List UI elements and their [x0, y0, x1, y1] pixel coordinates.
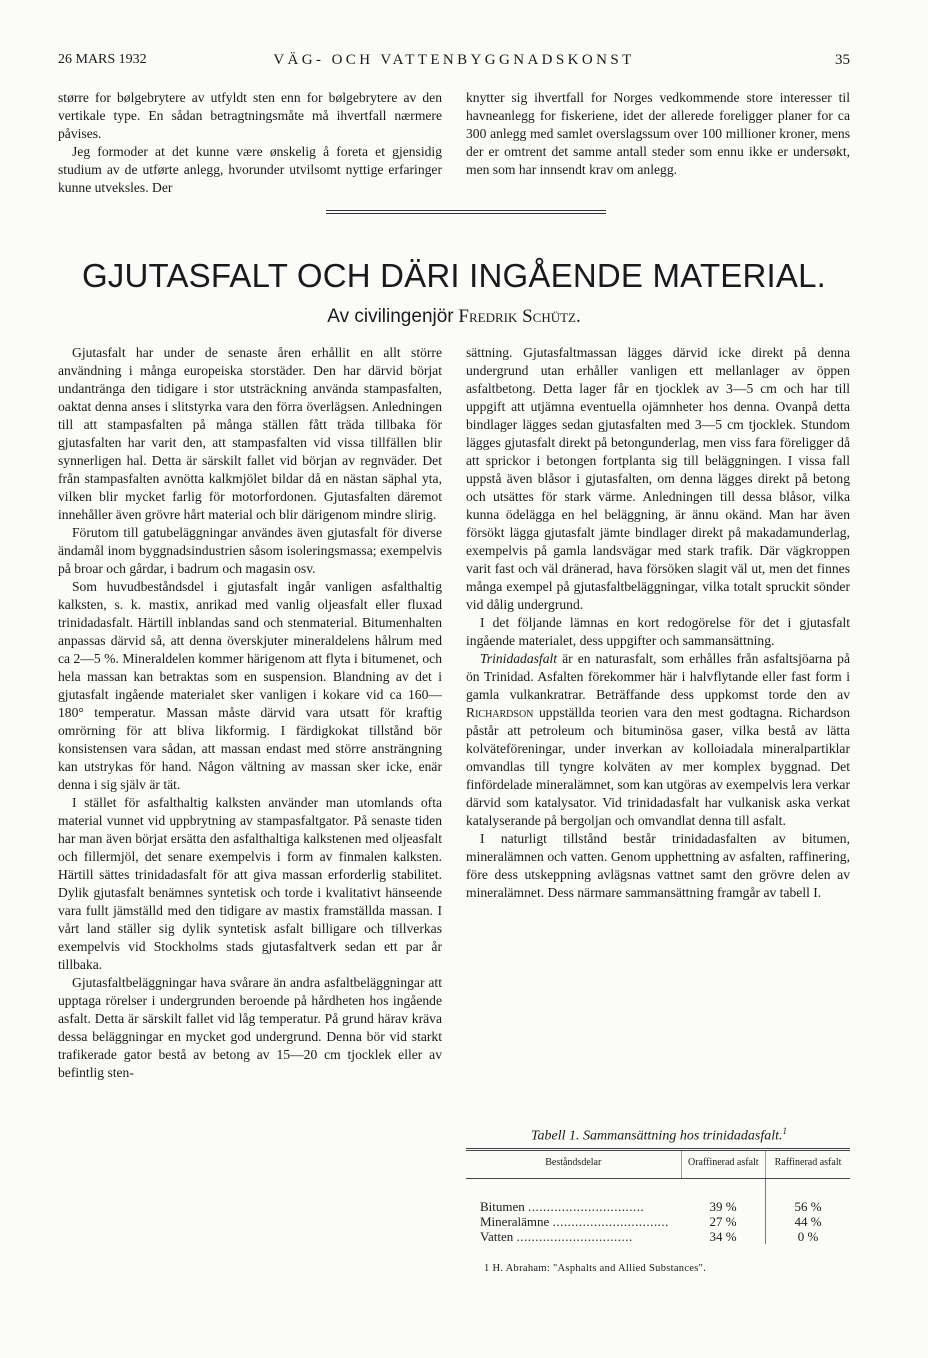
table-cell: 39 % — [709, 1199, 737, 1214]
paragraph: I stället för asfalthaltig kalksten använder man utomlands ofta material vunnet vid uppbrytning av stampasfaltgator. På senaste tiden har man även börjat ersätta den asfalthaltiga kalkstenen med oljeasfalt och fillermjöl, det senare exempelvis i form av finmalen kalksten. Härtill sättes trinidadasfalt för att giva massan erforderlig stabilitet. Dylik gjutasfalt benämnes syntetisk och torde i kvalitativt hänseende vara fullt jämställd med den tidigare av mastix framställda massan. I vårt land ställer sig dylik syntetisk asfalt billigare och tillverkas exempelvis vid Stockholms stads gjutasfaltverk sedan ett par år tillbaka. — [58, 795, 442, 972]
table-cell: 27 % — [709, 1214, 737, 1229]
table-row — [466, 1229, 850, 1244]
table-cell: Vatten ............................... — [480, 1229, 633, 1244]
table-cell: Mineralämne ............................... — [480, 1214, 669, 1229]
paragraph: større for bølgebrytere av utfyldt sten enn for bølgebrytere av den vertikale type. En sådan betragtningsmåte må ihvertfall nærmere påvises. — [58, 90, 442, 141]
double-rule-top — [326, 210, 606, 211]
header-date: 26 MARS 1932 — [58, 52, 147, 67]
term-trinidadasfalt: Trinidadasfalt — [480, 651, 558, 666]
composition-table — [466, 1148, 850, 1244]
table-cell: 56 % — [766, 1179, 850, 1215]
paragraph: knytter sig ihvertfall for Norges vedkommende store interesser til havneanlegg for fiskeriene, idet der allerede foreligger planer for ca 300 anlegg med samlet overslagssum over 100 millioner kroner, mens der er omtrent det samme antall steder som ennu ikke er undersøkt, men som har innsendt krav om anlegg. — [466, 90, 850, 177]
prev-article-left-column — [58, 89, 442, 197]
table-header-row — [466, 1150, 850, 1179]
prev-article-right-column — [466, 89, 850, 179]
footnote-mark: 1 — [484, 1263, 490, 1274]
paragraph: Gjutasfalt har under de senaste åren erhållit en allt större användning i många europeiska storstäder. Den har därvid börjat undantränga den tidigare i stor utsträckning använda stampasfalten, oaktat denna anses i slitstyrka vara den förra överlägsen. Anledningen till att stampasfalten på många ställen fått träda tillbaka för gjutasfalten har varit den, att stampasfalten vid vissa tillfällen blir synnerligen hal. Detta är särskilt fallet vid början av regnväder. Det från stampasfalten avnötta kalkmjölet bildar då en nästan säphal yta, vilken blir mycket farlig för motorfordonen. Gjutasfalten däremot innehåller även grövre hårt material och blir därigenom mindre slirig. — [58, 345, 442, 522]
running-header — [58, 52, 850, 74]
footnote-text: H. Abraham: "Asphalts and Allied Substances". — [492, 1263, 707, 1274]
table-row — [466, 1214, 850, 1229]
data-table — [466, 1148, 850, 1244]
paragraph: sättning. Gjutasfaltmassan lägges därvid icke direkt på denna undergrund utan erhåller vanligen ett mellanlager av öppen asfaltbetong. Detta lager får en tjocklek av 3—5 cm och har till uppgift att utjämna eventuella ojämnheter hos denna. Ovanpå detta bindlager lägges sedan gjutasfalten med 3—5 cm tjocklek. Stundom lägges gjutasfalt direkt på betongunderlag, men viss fara föreligger då att sprickor i betongen fortplanta sig till beläggningen. I vissa fall uppstå även blåsor i gjutasfalten, om denna lägges direkt på betong och utsättes för stark värme. Anledningen till dessa blåsor, vilka kunna ödelägga en hel beläggning, är ännu okänd. Man har även försökt lägga gjutasfalt jämte bindlager direkt på makadamunderlag, exempelvis på gamla landsvägar med stark trafik. Där vägkroppen varit fast och väl dränerad, hava försöken slagit väl ut, men det finnes många exempel på gjutasfaltbeläggningar, vilka totalt spruckit sönder vid dålig undergrund. — [466, 345, 850, 612]
column-header: Raffinerad asfalt — [766, 1150, 850, 1179]
footnote-ref: 1 — [782, 1126, 787, 1136]
page-number: 35 — [835, 52, 850, 68]
paragraph: Gjutasfaltbeläggningar hava svårare än andra asfaltbeläggningar att upptaga rörelser i undergrunden beroende på hårdheten hos ingående asfalt. Detta är särskilt fallet vid låg temperatur. På grund härav kräva dessa beläggningar en mycket god undergrund. Denna bör vid starkt trafikerade gator bestå av betong av 15—20 cm tjocklek eller av befintlig sten- — [58, 975, 442, 1080]
author-name: Fredrik Schütz. — [458, 306, 581, 327]
table-cell: 34 % — [709, 1229, 737, 1244]
paragraph: I det följande lämnas en kort redogörelse för det i gjutasfalt ingående materialet, dess uppgifter och sammansättning. — [466, 615, 850, 648]
column-header: Beståndsdelar — [466, 1150, 681, 1179]
article-right-column — [466, 344, 850, 902]
paragraph: Förutom till gatubeläggningar användes även gjutasfalt för diverse ändamål inom byggnadsindustrien såsom isoleringsmassa; exempelvis på broar och gårdar, i badrum och magasin osv. — [58, 525, 442, 576]
byline — [58, 306, 850, 328]
paragraph: Som huvudbeståndsdel i gjutasfalt ingår vanligen asfalthaltig kalksten, s. k. mastix, anrikad med vanlig oljeasfalt eller fluxad trinidadasfalt. Härtill inblandas sand och stenmaterial. Bitumenhalten anpassas därvid så, att denna överskjuter mineraldelens hålrum med ca 2—5 %. Mineraldelen kommer härigenom att flyta i bitumenet, och hela massan kan betraktas som en suspension. Blandning av det i gjutasfalt ingående materialet sker vanligen i kokare vid ca 160—180° temperatur. Massan måste därvid vara utsatt för kraftig omrörning för att bliva likformig. I färdigkokat tillstånd bör konsistensen vara sådan, att massan endast med större ansträngning kan utstrykas för hand. Någon vältning av massan sker icke, enär denna i sig själv är tät. — [58, 579, 442, 792]
cited-name: Richardson — [466, 705, 534, 720]
paragraph: I naturligt tillstånd består trinidadasfalten av bitumen, mineralämnen och vatten. Genom upphettning av asfalten, raffinering, före dess utskeppning avlägsnas vattnet samt den grövre delen av mineralämnet. Dess närmare sammansättning framgår av tabell I. — [466, 831, 850, 900]
table-cell: 44 % — [766, 1214, 850, 1229]
byline-prefix: Av civilingenjör — [327, 306, 454, 327]
footnote — [484, 1263, 850, 1274]
table-row — [466, 1179, 850, 1215]
article-left-column — [58, 344, 442, 1082]
paragraph: Jeg formoder at det kunne være ønskelig å foreta et gjensidig studium av de utførte anlegg, hvorunder utvilsomt nyttige erfaringer kunne utveksles. Der — [58, 144, 442, 195]
paragraph: Trinidadasfalt är en naturasfalt, som erhålles från asfaltsjöarna på ön Trinidad. Asfalten förekommer här i halvflytande eller fast form i gamla vulkankratrar. Beträffande dess uppkomst torde den av Richardson uppställda teorien vara den mest godtagna. Richardson påstår att petroleum och bituminösa gaser, vilka bestå av lätta kolväteföreningar, under inverkan av kolloiadala mineralpartiklar omvandlas till tyngre kolväten av mer komplex byggnad. Det finfördelade mineralämnet, som kan utgöras av exempelvis lera verkar därvid som katalysator. Vid trinidadasfalt har vulkanisk aska verkat katalyserande på bergoljan och omvandlat denna till asfalt. — [466, 651, 850, 828]
table-cell: 0 % — [766, 1229, 850, 1244]
header-journal-title: VÄG- OCH VATTENBYGGNADSKONST — [273, 52, 635, 68]
article-title: GJUTASFALT OCH DÄRI INGÅENDE MATERIAL. — [81, 257, 827, 294]
double-rule-bottom — [326, 213, 606, 214]
table-caption: Tabell 1. Sammansättning hos trinidadasfalt.$^1$ — [530, 1126, 787, 1144]
table-cell: Bitumen ............................... — [480, 1199, 645, 1214]
column-header: Oraffinerad asfalt — [681, 1150, 765, 1179]
